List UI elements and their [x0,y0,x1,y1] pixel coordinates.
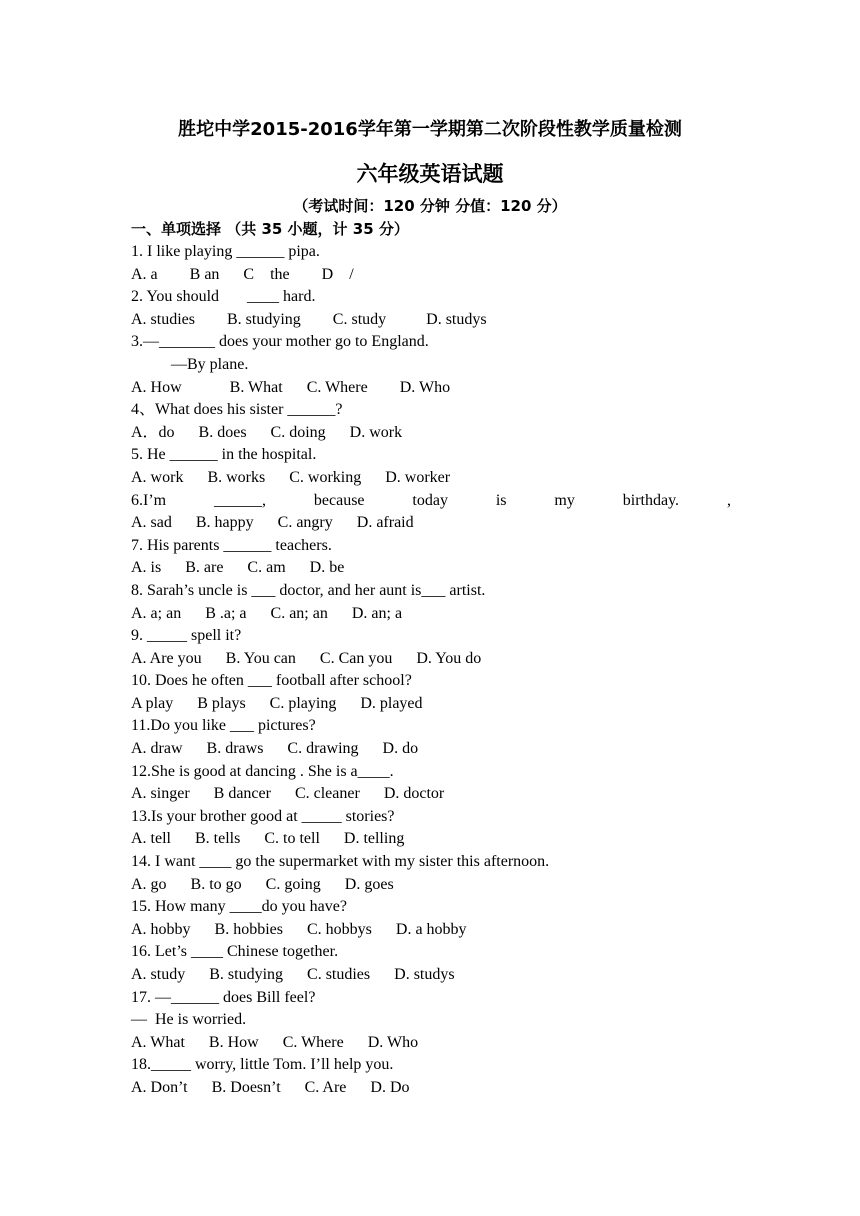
options-line: A. a; an B .a; a C. an; an D. an; a [131,604,403,622]
word: because [313,491,365,509]
options-line: A. Are you B. You can C. Can you D. You do [131,649,482,667]
question-list [131,241,731,1100]
question-line: 8. Sarah’s uncle is ___ doctor, and her aunt is___ artist. [131,581,486,599]
word: is [495,491,507,509]
paper-subtitle: 六年级英语试题 [356,162,504,186]
options-line: A. hobby B. hobbies C. hobbys D. a hobby [131,920,467,938]
question-line: 18._____ worry, little Tom. I’ll help you. [131,1056,394,1074]
question-line: 10. Does he often ___ football after school? [131,672,412,690]
options-line: A．do B. does C. doing D. work [131,423,403,441]
question-line: 14. I want ____ go the supermarket with my sister this afternoon. [131,853,550,871]
dialogue-line: — He is worried. [131,1011,247,1029]
section-heading: 一、单项选择 （共 35 小题，计 35 分） [131,220,409,238]
options-line: A. How B. What C. Where D. Who [131,378,451,396]
question-line: 1. I like playing ______ pipa. [131,243,320,260]
options-line: A. a B an C the D / [131,265,354,283]
exam-info: （考试时间：120 分钟 分值：120 分） [293,197,567,215]
options-line: A. go B. to go C. going D. goes [131,875,394,893]
options-line: A. sad B. happy C. angry D. afraid [131,514,414,532]
options-line: A. draw B. draws C. drawing D. do [131,740,419,758]
question-line: 4、What does his sister ______? [131,401,343,419]
word: , [726,491,731,509]
school-exam-title: 胜坨中学2015-2016学年第一学期第二次阶段性教学质量检测 [178,119,682,140]
options-line: A. work B. works C. working D. worker [131,468,451,486]
dialogue-line: —By plane. [171,355,249,373]
word: 6.I’m [131,491,167,509]
word: my [554,491,575,509]
word: birthday. [622,491,680,509]
question-line: 9. _____ spell it? [131,627,242,645]
question-line-justified [131,490,731,513]
question-line: 16. Let’s ____ Chinese together. [131,943,339,961]
word: today [412,491,448,509]
options-line: A. What B. How C. Where D. Who [131,1033,419,1051]
options-line: A. studies B. studying C. study D. studys [131,310,487,328]
question-line: 5. He ______ in the hospital. [131,446,317,464]
question-line: 11.Do you like ___ pictures? [131,717,316,735]
options-line: A. tell B. tells C. to tell D. telling [131,830,405,848]
question-line: 3.—_______ does your mother go to England. [131,333,429,351]
question-line: 2. You should ____ hard. [131,288,316,306]
question-line: 12.She is good at dancing . She is a____. [131,762,394,780]
question-line: 13.Is your brother good at _____ stories? [131,807,395,825]
options-line: A. is B. are C. am D. be [131,559,345,577]
options-line: A. Don’t B. Doesn’t C. Are D. Do [131,1078,410,1096]
question-line: 15. How many ____do you have? [131,898,347,916]
word: ______, [214,491,266,509]
question-line: 17. —______ does Bill feel? [131,988,316,1006]
question-line: 7. His parents ______ teachers. [131,536,332,554]
options-line: A play B plays C. playing D. played [131,694,423,712]
options-line: A. study B. studying C. studies D. studys [131,966,455,983]
options-line: A. singer B dancer C. cleaner D. doctor [131,785,445,803]
